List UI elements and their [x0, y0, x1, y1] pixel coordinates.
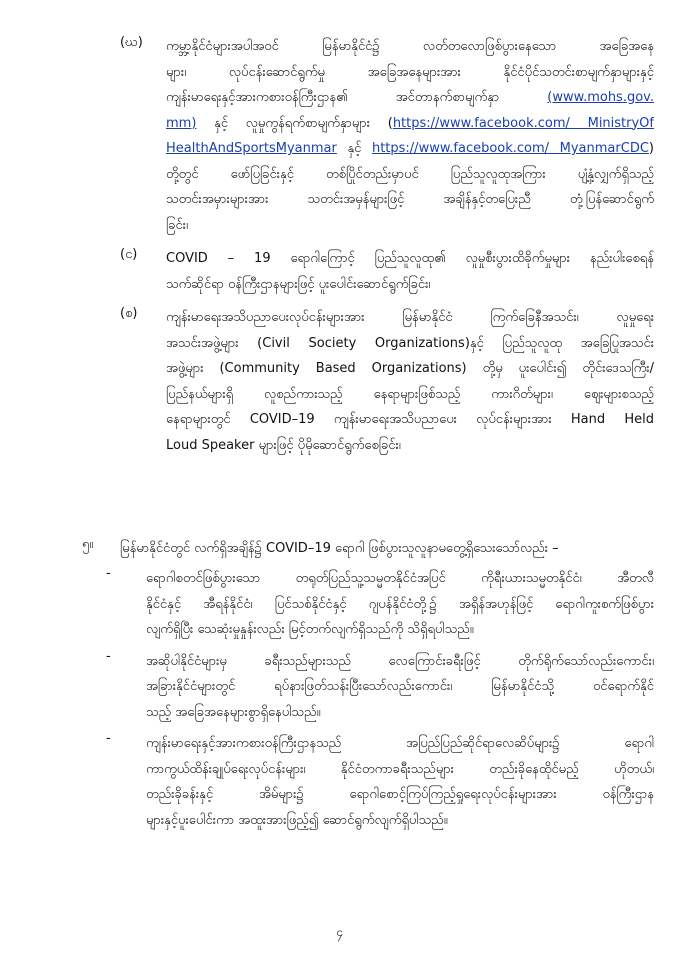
- text-run: ခြင်း၊: [166, 217, 189, 233]
- item-paragraph: [120, 34, 654, 238]
- item-paragraph: [120, 246, 654, 297]
- hyperlink[interactable]: (www.mohs.gov.: [547, 90, 654, 105]
- item-marker: (ဃ): [120, 35, 143, 50]
- item-line: [166, 382, 654, 408]
- section-5-heading: [82, 536, 654, 562]
- text-run: အဆိုပါနိုင်ငံများမှ ခရီးသည်များသည် လေကြောင်းခရီးဖြင့် တိုက်ရိုက်သော်လည်းကောင်း၊: [146, 653, 654, 669]
- text-run: ရောဂါစတင်ဖြစ်ပွားသော တရုတ်ပြည်သူ့သမ္မတနိုင်ငံအပြင် ကိုရီးယားသမ္မတနိုင်ငံ၊ အီတလီ: [146, 571, 654, 586]
- text-run: အဖွဲ့များ (Community Based Organizations) တို့မှ ပူးပေါင်း၍ တိုင်းဒေသကြီး/: [166, 361, 654, 376]
- text-run: တည်းခိုခန်းနှင့် အိမ်များ၌ ရောဂါစောင့်ကြပ်ကြည့်ရှုရေးလုပ်ငန်းများအား ဝန်ကြီးဌာန: [146, 787, 654, 802]
- text-run: Loud Speaker များဖြင့် ပိုမိုဆောင်ရွက်စေခြင်း၊: [166, 437, 401, 453]
- item-line: [166, 356, 654, 382]
- item-line: [166, 60, 654, 86]
- bullet-line: [146, 700, 654, 726]
- text-run: နိုင်ငံနှင့် အီရန်နိုင်ငံ၊ ပြင်သစ်နိုင်ငံနှင့် ဂျပန်နိုင်ငံတို့၌ အရှိန်အဟုန်ဖြင့် ရောဂါကူးစက်ဖြစ်ပွား: [146, 596, 654, 612]
- item-line: [166, 187, 654, 213]
- bullet-line: [146, 782, 654, 808]
- text-run: သည့် အခြေအနေများစွာရှိနေပါသည်။: [146, 704, 321, 720]
- text-run: တို့တွင် ဖော်ပြခြင်းနှင့် တစ်ပြိုင်တည်းမှာပင် ပြည်သူလူထုအကြား ပျံ့နှံ့လျှက်ရှိသည့်: [166, 166, 654, 182]
- section-5-marker: ၅။: [82, 537, 94, 552]
- item-line: [166, 111, 654, 137]
- text-run: ကျန်းမာရေးနှင့်အားကစားဝန်ကြီးဌာန၏ အင်တာနက်စာမျက်နှာ: [166, 90, 548, 105]
- bullet-line: [146, 757, 654, 783]
- bullet-line: [146, 731, 654, 757]
- text-run: ): [648, 141, 654, 156]
- item-line: [166, 433, 654, 459]
- item-line: [166, 305, 654, 331]
- bullet-line: [146, 617, 654, 643]
- item-line: [166, 162, 654, 188]
- text-run: နှင့်: [336, 141, 372, 156]
- item-line: [166, 136, 654, 162]
- text-run: သက်ဆိုင်ရာ ဝန်ကြီးဌာနများဖြင့် ပူးပေါင်းဆောင်ရွက်ခြင်း၊: [166, 276, 431, 292]
- text-run: ကာကွယ်ထိန်းချုပ်ရေးလုပ်ငန်းများ၊ နိုင်ငံတကာခရီးသည်များ တည်းခိုနေထိုင်မည့် ဟိုတယ်၊: [146, 761, 654, 777]
- hyperlink[interactable]: https://www.facebook.com/ MyanmarCDC: [371, 141, 649, 156]
- bullet-line: [146, 674, 654, 700]
- section-5-heading-text: မြန်မာနိုင်ငံတွင် လက်ရှိအချိန်၌ COVID–19 ရောဂါ ဖြစ်ပွားသူလူနာမတွေ့ရှိသေးသော်လည်း –: [120, 541, 559, 556]
- item-paragraph: [120, 305, 654, 458]
- item-line: [166, 331, 654, 357]
- text-run: အခြားနိုင်ငံများတွင် ရပ်နားဖြတ်သန်းပြီးသော်လည်းကောင်း၊ မြန်မာနိုင်ငံသို့ ဝင်ရောက်နိုင်: [146, 679, 654, 694]
- text-run: သတင်းအမှားများအား သတင်းအမှန်များဖြင့် အချိန်နှင့်တပြေးညီ တုံ့ပြန်ဆောင်ရွက်: [166, 192, 654, 207]
- item-line: [166, 246, 654, 272]
- bullet-marker: -: [106, 648, 111, 664]
- hyperlink[interactable]: HealthAndSportsMyanmar: [166, 141, 337, 156]
- text-run: ကျန်းမာရေးအသိပညာပေးလုပ်ငန်းများအား မြန်မာနိုင်ငံ ကြက်ခြေနီအသင်း၊ လူမှုရေး: [166, 310, 654, 325]
- hyperlink[interactable]: mm): [166, 115, 197, 131]
- item-list: [120, 34, 654, 466]
- text-run: COVID – 19 ရောဂါကြောင့် ပြည်သူလူထု၏ လူမှုစီးပွားထိခိုက်မှုများ နည်းပါးစေရန်: [166, 251, 654, 266]
- text-run: ပြည်နယ်များရှိ လူစည်ကားသည့် နေရာများဖြစ်သည့် ကားဂိတ်များ၊ ဈေးများစသည့်: [166, 386, 654, 402]
- bullet-line: [146, 592, 654, 618]
- bullet-paragraph: [106, 566, 654, 643]
- bullet-marker: -: [106, 566, 111, 581]
- bullet-paragraph: [106, 731, 654, 833]
- item-line: [166, 85, 654, 111]
- item-marker: (င): [120, 247, 138, 262]
- bullet-line: [146, 566, 654, 592]
- bullet-line: [146, 649, 654, 675]
- bullet-marker: -: [106, 731, 111, 746]
- bullet-line: [146, 808, 654, 834]
- bullet-list: [106, 566, 654, 839]
- text-run: ကျန်းမာရေးနှင့်အားကစားဝန်ကြီးဌာနသည် အပြည်ပြည်ဆိုင်ရာလေဆိပ်များ၌ ရောဂါ: [146, 736, 654, 751]
- text-run: လျက်ရှိပြီး သေဆုံးမှုနှုန်းလည်း မြင့်တက်လျက်ရှိသည်ကို သိရှိရပါသည်။: [146, 622, 474, 637]
- item-marker: (စ): [120, 306, 138, 321]
- item-line: [166, 213, 654, 239]
- page-number: ၄: [336, 925, 343, 939]
- text-run: နှင့် လူမှုကွန်ရက်စာမျက်နှာများ (: [196, 115, 393, 131]
- text-run: များနှင့်ပူးပေါင်းကာ အထူးအားဖြည့်၍ ဆောင်ရွက်လျက်ရှိပါသည်။: [146, 812, 448, 828]
- item-line: [166, 272, 654, 298]
- text-run: အသင်းအဖွဲ့များ (Civil Society Organizations)နှင့် ပြည်သူလူထု အခြေပြုအသင်း: [166, 335, 654, 351]
- text-run: များ၊ လုပ်ငန်းဆောင်ရွက်မှု အခြေအနေများအား နိုင်ငံပိုင်သတင်းစာမျက်နှာများနှင့်: [166, 64, 654, 80]
- text-run: ကမ္ဘာ့နိုင်ငံများအပါအဝင် မြန်မာနိုင်ငံ၌ လတ်တလောဖြစ်ပွားနေသော အခြေအနေ: [166, 39, 654, 54]
- text-run: နေရာများတွင် COVID–19 ကျန်းမာရေးအသိပညာပေး လုပ်ငန်းများအား Hand Held: [166, 412, 654, 427]
- bullet-paragraph: [106, 649, 654, 726]
- item-line: [166, 407, 654, 433]
- hyperlink[interactable]: https://www.facebook.com/ MinistryOf: [392, 115, 654, 131]
- item-line: [166, 34, 654, 60]
